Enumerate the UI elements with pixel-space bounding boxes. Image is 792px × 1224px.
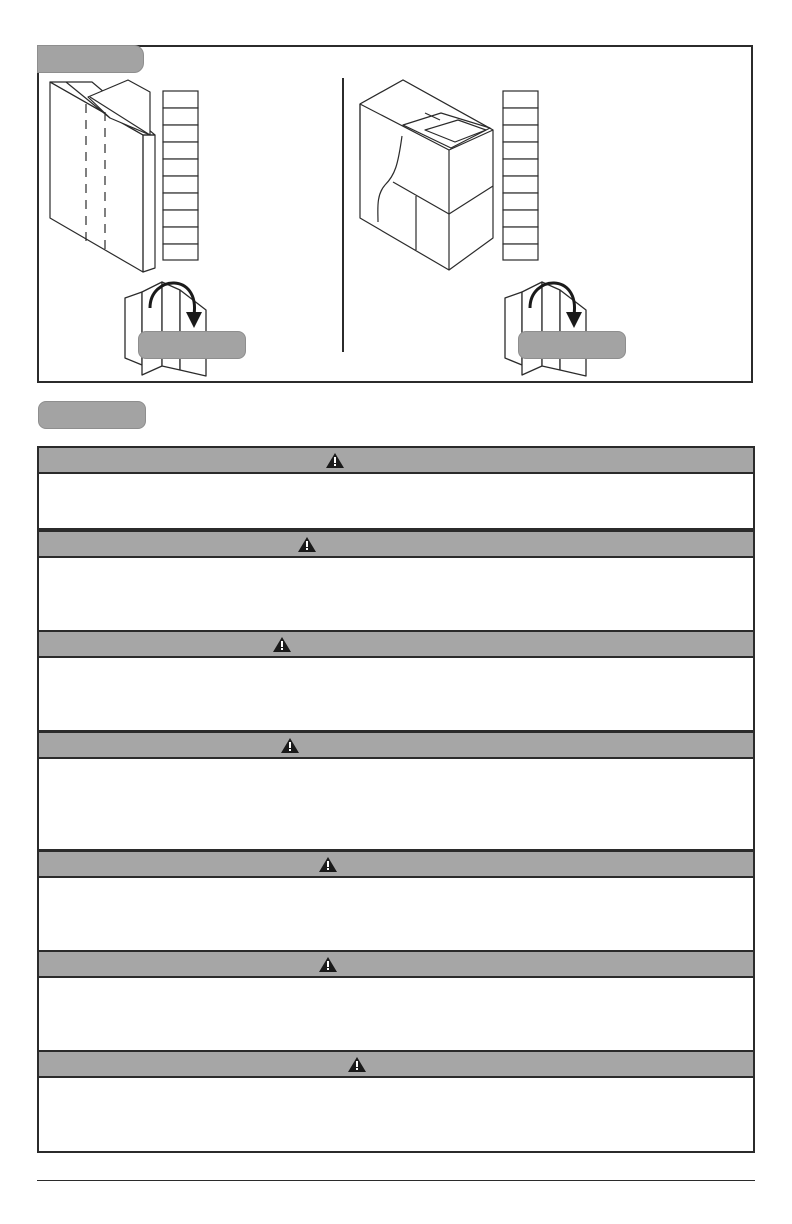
warning-triangle-icon: [319, 857, 337, 872]
warning-block: [37, 731, 755, 851]
warning-block: [37, 950, 755, 1052]
warning-text: [39, 474, 753, 490]
warning-triangle-icon: [326, 453, 344, 468]
warning-header: [39, 952, 753, 978]
warning-block: [37, 1050, 755, 1153]
warning-header: [39, 532, 753, 558]
assembled-box-illustration: [0, 0, 792, 400]
warning-triangle-icon: [273, 637, 291, 652]
warning-text: [39, 1078, 753, 1094]
warning-triangle-icon: [298, 537, 316, 552]
warning-text: [39, 658, 753, 674]
warning-block: [37, 850, 755, 952]
warning-header: [39, 852, 753, 878]
warning-text: [39, 558, 753, 574]
warning-header: [39, 448, 753, 474]
footer-rule: [37, 1180, 755, 1181]
right-count-boxes: [502, 90, 540, 262]
warning-header: [39, 1052, 753, 1078]
warning-block: [37, 530, 755, 632]
warning-header: [39, 733, 753, 759]
warning-text: [39, 759, 753, 775]
fold-arrow-icon: [500, 270, 595, 380]
warning-triangle-icon: [348, 1057, 366, 1072]
warning-text: [39, 978, 753, 994]
warning-block: [37, 630, 755, 732]
warning-text: [39, 878, 753, 894]
warning-block: [37, 446, 755, 530]
warning-header: [39, 632, 753, 658]
section-label: [38, 401, 146, 429]
right-caption-pill: [518, 331, 626, 359]
warning-triangle-icon: [319, 957, 337, 972]
warning-triangle-icon: [281, 738, 299, 753]
